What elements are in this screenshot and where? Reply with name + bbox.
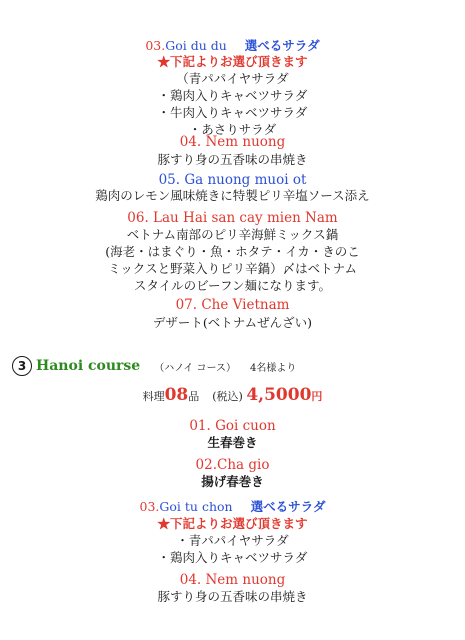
course-kana: （ハノイ コース） [154,362,236,374]
salad-option: ・牛肉入りキャベツサラダ [157,105,308,120]
salad-option: ・鶏肉入りキャベツサラダ [157,88,308,103]
menu-item-06-title: 06. Lau Hai san cay mien Nam [127,210,338,226]
menu-item-04b-title: 04. Nem nuong [179,572,286,588]
menu-item-06-desc-line: ベトナム南部のピリ辛海鮮ミックス鍋 [126,227,339,242]
menu-item-02-title: 02.Cha gio [195,457,270,473]
price-dish-suffix: 品 [188,390,200,403]
item-name: Goi tu chon [159,499,233,514]
course-number-badge: 3 [12,356,32,376]
choose-note: ★下記よりお選び頂きます [157,516,308,531]
salad-option: ・鶏肉入りキャベツサラダ [157,550,308,565]
salad-option: ・あさりサラダ [188,122,277,137]
price-prefix: 料理 [142,390,165,403]
price-yen: 円 [311,390,323,403]
choose-note: ★下記よりお選び頂きます [157,54,308,69]
menu-item-01-title: 01. Goi cuon [189,418,276,434]
menu-item-03b-heading [0,499,465,515]
item-tag: 選べるサラダ [250,499,326,514]
menu-item-06-desc-line: (海老・はまぐり・魚・ホタテ・イカ・きのこ [105,244,360,259]
menu-item-04-title: 04. Nem nuong [179,134,286,150]
menu-item-04b-desc: 豚すり身の五香味の串焼き [157,589,308,604]
menu-item-02-desc: 揚げ春巻き [201,474,264,489]
price-tax-note: (税込) [212,390,243,403]
course-header [12,355,296,377]
price-amount: 4,5000 [246,385,312,405]
price-dish-count: 08 [164,385,189,405]
menu-item-05-title: 05. Ga nuong muoi ot [158,172,307,188]
menu-item-06-desc-line: スタイルのビーフン麺になります。 [133,278,332,293]
menu-item-05-desc: 鶏肉のレモン風味焼きに特製ピリ辛塩ソース添え [95,188,370,203]
item-tag: 選べるサラダ [244,38,320,53]
menu-item-04-desc: 豚すり身の五香味の串焼き [157,152,308,167]
menu-item-07-desc: デザート(ベトナムぜんざい) [152,315,313,330]
item-number: 03. [139,499,160,514]
course-price [0,385,465,405]
item-name: Goi du du [165,38,227,53]
menu-item-03-heading [0,38,465,54]
item-number: 03. [145,38,166,53]
menu-item-07-title: 07. Che Vietnam [175,297,290,313]
course-name: Hanoi course [36,358,141,374]
menu-item-01-desc: 生春巻き [207,435,258,450]
menu-item-06-desc-line: ミックスと野菜入りピリ辛鍋）〆はベトナム [107,261,357,276]
salad-option: ・青パパイヤサラダ [176,533,289,548]
salad-option: （青パパイヤサラダ [176,71,289,86]
course-condition: 4名様より [250,362,297,374]
